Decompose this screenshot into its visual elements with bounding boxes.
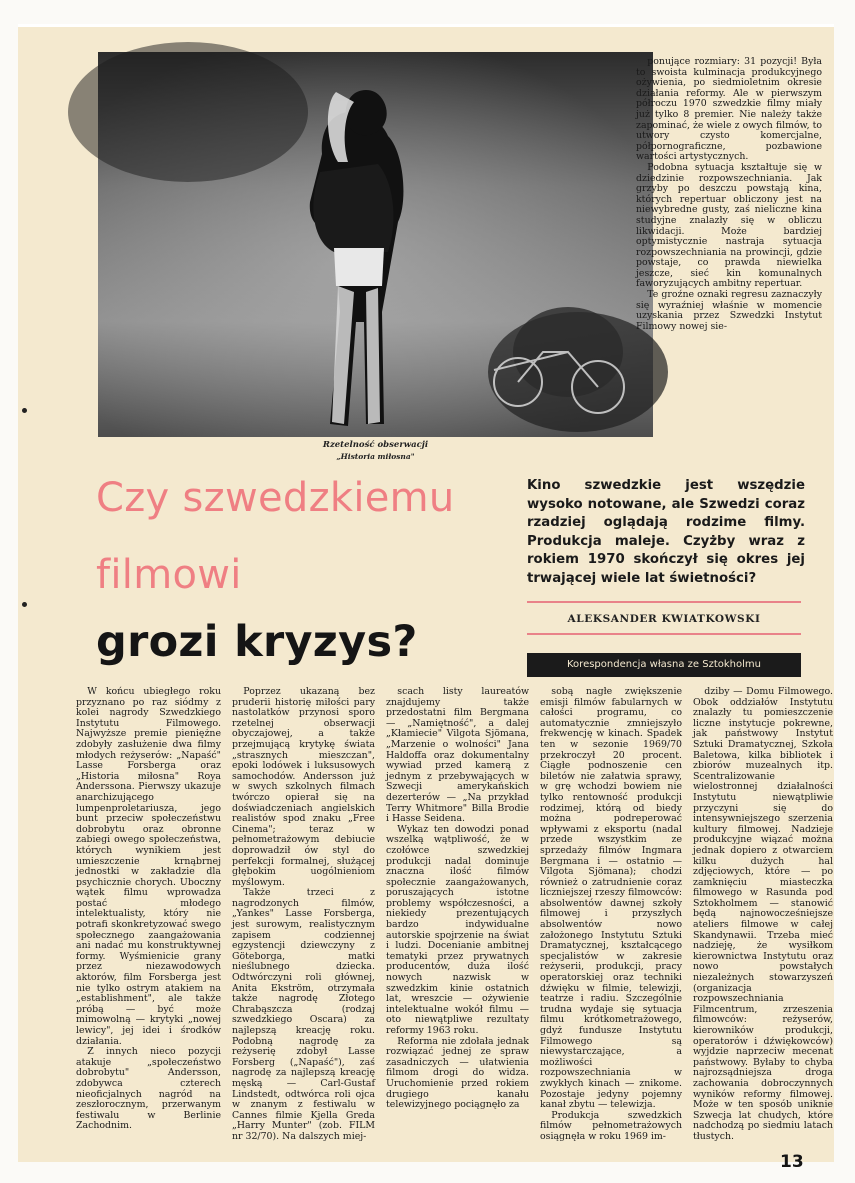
page-number: 13: [780, 1152, 804, 1172]
paragraph: scach listy laureatów znajdujemy także przedostatni film Bergmana — „Namiętność", a dalej „Kłamiecie" Vilgota Sjömana, „Marzenie o wolności" Jana Haldoffa oraz dokumentalny wywiad przed kamerą z jednym z przebywających w Szwecji amerykańskich dezerterów — „Na przykład Terry Whitmore" Billa Brodie i Hasse Seidena.: [386, 686, 529, 825]
paragraph: Wykaz ten dowodzi ponad wszelką wątpliwość, że w czołówce szwedzkiej produkcji nadal dominuje znaczna ilość filmów społecznie zaangażowanych, poruszających istotne problemy współczesności, a niekiedy prezentujących bardzo indywidualne autorskie spojrzenie na świat i ludzi. Docenianie ambitnej tematyki przez prywatnych producentów, duża ilość nowych nazwisk w szwedzkim kinie ostatnich lat, wreszcie — ożywienie intelektualne wokół filmu — oto niewątpliwe rezultaty reformy 1963 roku.: [386, 823, 529, 1036]
correspondence-banner: Korespondencja własna ze Sztokholmu: [527, 653, 801, 677]
caption-line-2: „Historia miłosna": [336, 452, 415, 461]
headline-line-3: grozi kryzys?: [96, 617, 418, 667]
article-column-5: [693, 686, 833, 1142]
side-column: [636, 57, 822, 477]
film-still-photo: [98, 52, 653, 437]
headline-line-2: filmowi: [96, 552, 242, 598]
paragraph: W końcu ubiegłego roku przyznano po raz siódmy z kolei nagrody Szwedzkiego Instytutu Filmowego. Najwyższe premie pieniężne zdobyły zasłużenie dwa filmy młodych reżyserów: „Napaść" Lasse Forsberga oraz „Historia miłosna" Roya Anderssona. Pierwszy ukazuje anarchizującego lumpenproletariusza, jego bunt przeciw społeczeństwu dobrobytu oraz obronne zabiegi owego społeczeństwa, których wynikiem jest umieszczenie krnąbrnej jednostki w zakładzie dla psychicznie chorych. Uboczny wątek filmu wprowadza postać młodego intelektualisty, który nie potrafi skonkretyzować swego społecznego zaangażowania ani nadać mu konstruktywnej formy. Wyśmienicie grany przez niezawodowych aktorów, film Forsberga jest nie tylko ostrym atakiem na „establishment", ale także próbą — być może mimowolną — krytyki „nowej lewicy", jej idei i środków działania.: [76, 686, 221, 1047]
author-name: ALEKSANDER KWIATKOWSKI: [567, 613, 761, 625]
headline-line-1: Czy szwedzkiemu: [96, 475, 455, 521]
paragraph: Podobna sytuacja kształtuje się w dziedzinie rozpowszechniania. Jak grzyby po deszczu powstają kina, których repertuar obliczony jest na niewybredne gusty, zaś nieliczne kina studyjne znalazły się w obliczu likwidacji. Może bardziej optymistycznie nastraja sytuacja rozpowszechniania na prowincji, gdzie powstaje, co prawda niewielka jeszcze, sieć kin komunalnych faworyzujących ambitny repertuar.: [636, 161, 822, 290]
paragraph: Także trzeci z nagrodzonych filmów, „Yankes" Lasse Forsberga, jest surowym, realistycznym zapisem codziennej egzystencji dziewczyny z Göteborga, matki nieślubnego dziecka. Odtwórczyni roli głównej, Anita Ekström, otrzymała także nagrodę Złotego Chrabąszcza (rodzaj szwedzkiego Oscara) za najlepszą kreację roku. Podobną nagrodę za reżyserię zdobył Lasse Forsberg („Napaść"), zaś nagrodę za najlepszą kreację męską — Carl-Gustaf Lindstedt, odtwórca roli ojca w znanym z festiwalu w Cannes filmie Kjella Greda „Harry Munter" (zob. FILM nr 32/70). Na dalszych miej-: [232, 887, 375, 1142]
author-bottom-rule: [527, 633, 801, 635]
binding-hole-bottom: [22, 602, 27, 607]
binding-hole-top: [22, 408, 27, 413]
paragraph: dziby — Domu Filmowego. Obok oddziałów Instytutu znalazły tu pomieszczenie liczne instytucje pokrewne, jak państwowy Instytut Sztuki Dramatycznej, Szkoła Baletowa, kilka bibliotek i zbiorów muzealnych itp. Scentralizowanie wielostronnej działalności Instytutu niewątpliwie przyczyni się do intensywniejszego szerzenia kultury filmowej. Nadzieje produkcyjne wiązać można jednak dopiero z otwarciem kilku dużych hal zdjęciowych, które — po zamknięciu miasteczka filmowego w Rasunda pod Sztokholmem — stanowić będą najnowocześniejsze ateliers filmowe w całej Skandynawii. Trzeba mieć nadzieję, że wysiłkom kierownictwa Instytutu oraz nowo powstałych niezależnych stowarzyszeń (organizacja rozpowszechniania Filmcentrum, zrzeszenia filmowców: reżyserów, kierowników produkcji, operatorów i dźwiękowców) wyjdzie naprzeciw mecenat państwowy. Byłaby to chyba najrozsądniejsza droga zachowania dobroczynnych wyników reformy filmowej. Może w ten sposób uniknie Szwecja lat chudych, które nadchodzą po siedmiu latach tłustych.: [693, 686, 833, 1142]
magazine-page: [18, 24, 834, 1172]
caption-line-1: Rzetelność obserwacji: [322, 440, 429, 450]
article-column-3: [386, 687, 529, 1147]
lead-paragraph: Kino szwedzkie jest wszędzie wysoko notowane, ale Szwedzi coraz rzadziej oglądają rodzime filmy. Produkcja maleje. Czyżby wraz z rokiem 1970 skończył się okres jej trwającej wiele lat świetności?: [527, 478, 805, 586]
article-column-1: [76, 687, 221, 1147]
paragraph: ponujące rozmiary: 31 pozycji! Była to swoista kulminacja produkcyjnego ożywienia, po siedmioletnim okresie działania reformy. Ale w pierwszym półroczu 1970 szwedzkie filmy miały już tylko 8 premier. Nie należy także zapominać, że wiele z owych filmów, to utwory czysto komercjalne, półpornograficzne, pozbawione wartości artystycznych.: [636, 56, 822, 163]
paragraph: Te groźne oznaki regresu zaznaczyły się wyraźniej właśnie w momencie uzyskania przez Szwedzki Instytut Filmowy nowej sie-: [636, 289, 822, 332]
paragraph: Poprzez ukazaną bez pruderii historię miłości pary nastolatków przynosi sporo rzetelnej obserwacji obyczajowej, a także przejmującą krytykę świata „strasznych mieszczan", epoki lodówek i luksusowych samochodów. Andersson już w swych szkolnych filmach twórczo opierał się na doświadczeniach angielskich realistów spod znaku „Free Cinema"; teraz w pełnometrażowym debiucie doprowadził ów styl do perfekcji formalnej, służącej głębokim uogólnieniom myślowym.: [232, 686, 375, 888]
paragraph: Reforma nie zdołała jednak rozwiązać jednej ze spraw zasadniczych — ułatwienia filmom drogi do widza. Uruchomienie przed rokiem drugiego kanału telewizyjnego pociągnęło za: [386, 1035, 529, 1111]
paragraph: sobą nagłe zwiększenie emisji filmów fabularnych w całości programu, co automatycznie zmniejszyło frekwencję w kinach. Spadek ten w sezonie 1969/70 przekroczył 20 procent. Ciągłe podnoszenie cen biletów nie załatwia sprawy, w grę wchodzi bowiem nie tylko rentowność produkcji rodzimej, którą od biedy można podreperować wpływami z eksportu (nadal przede wszystkim ze sprzedaży filmów Ingmara Bergmana i — ostatnio — Vilgota Sjömana); chodzi również o zatrudnienie coraz liczniejszej rzeszy filmowców: absolwentów dawnej szkoły filmowej i przyszłych absolwentów nowo założonego Instytutu Sztuki Dramatycznej, kształcącego specjalistów w zakresie reżyserii, produkcji, pracy operatorskiej oraz techniki dźwięku w filmie, telewizji, teatrze i radiu. Szczególnie trudna wydaje się sytuacja filmu krótkometrażowego, gdyż fundusze Instytutu Filmowego są niewystarczające, a możliwości rozpowszechniania w zwykłych kinach — znikome. Pozostaje jedyny pojemny kanał zbytu — telewizja.: [540, 686, 682, 1111]
article-column-4: [540, 687, 682, 1147]
article-column-2: [232, 687, 375, 1147]
photo-caption: [98, 440, 653, 462]
author-top-rule: [527, 601, 801, 603]
paragraph: Produkcja szwedzkich filmów pełnometrażowych osiągnęła w roku 1969 im-: [540, 1109, 682, 1142]
paragraph: Z innych nieco pozycji atakuje „społeczeństwo dobrobytu" Andersson, zdobywca czterech nieoficjalnych nagród na zeszłorocznym, przerwanym festiwalu w Berlinie Zachodnim.: [76, 1046, 221, 1132]
